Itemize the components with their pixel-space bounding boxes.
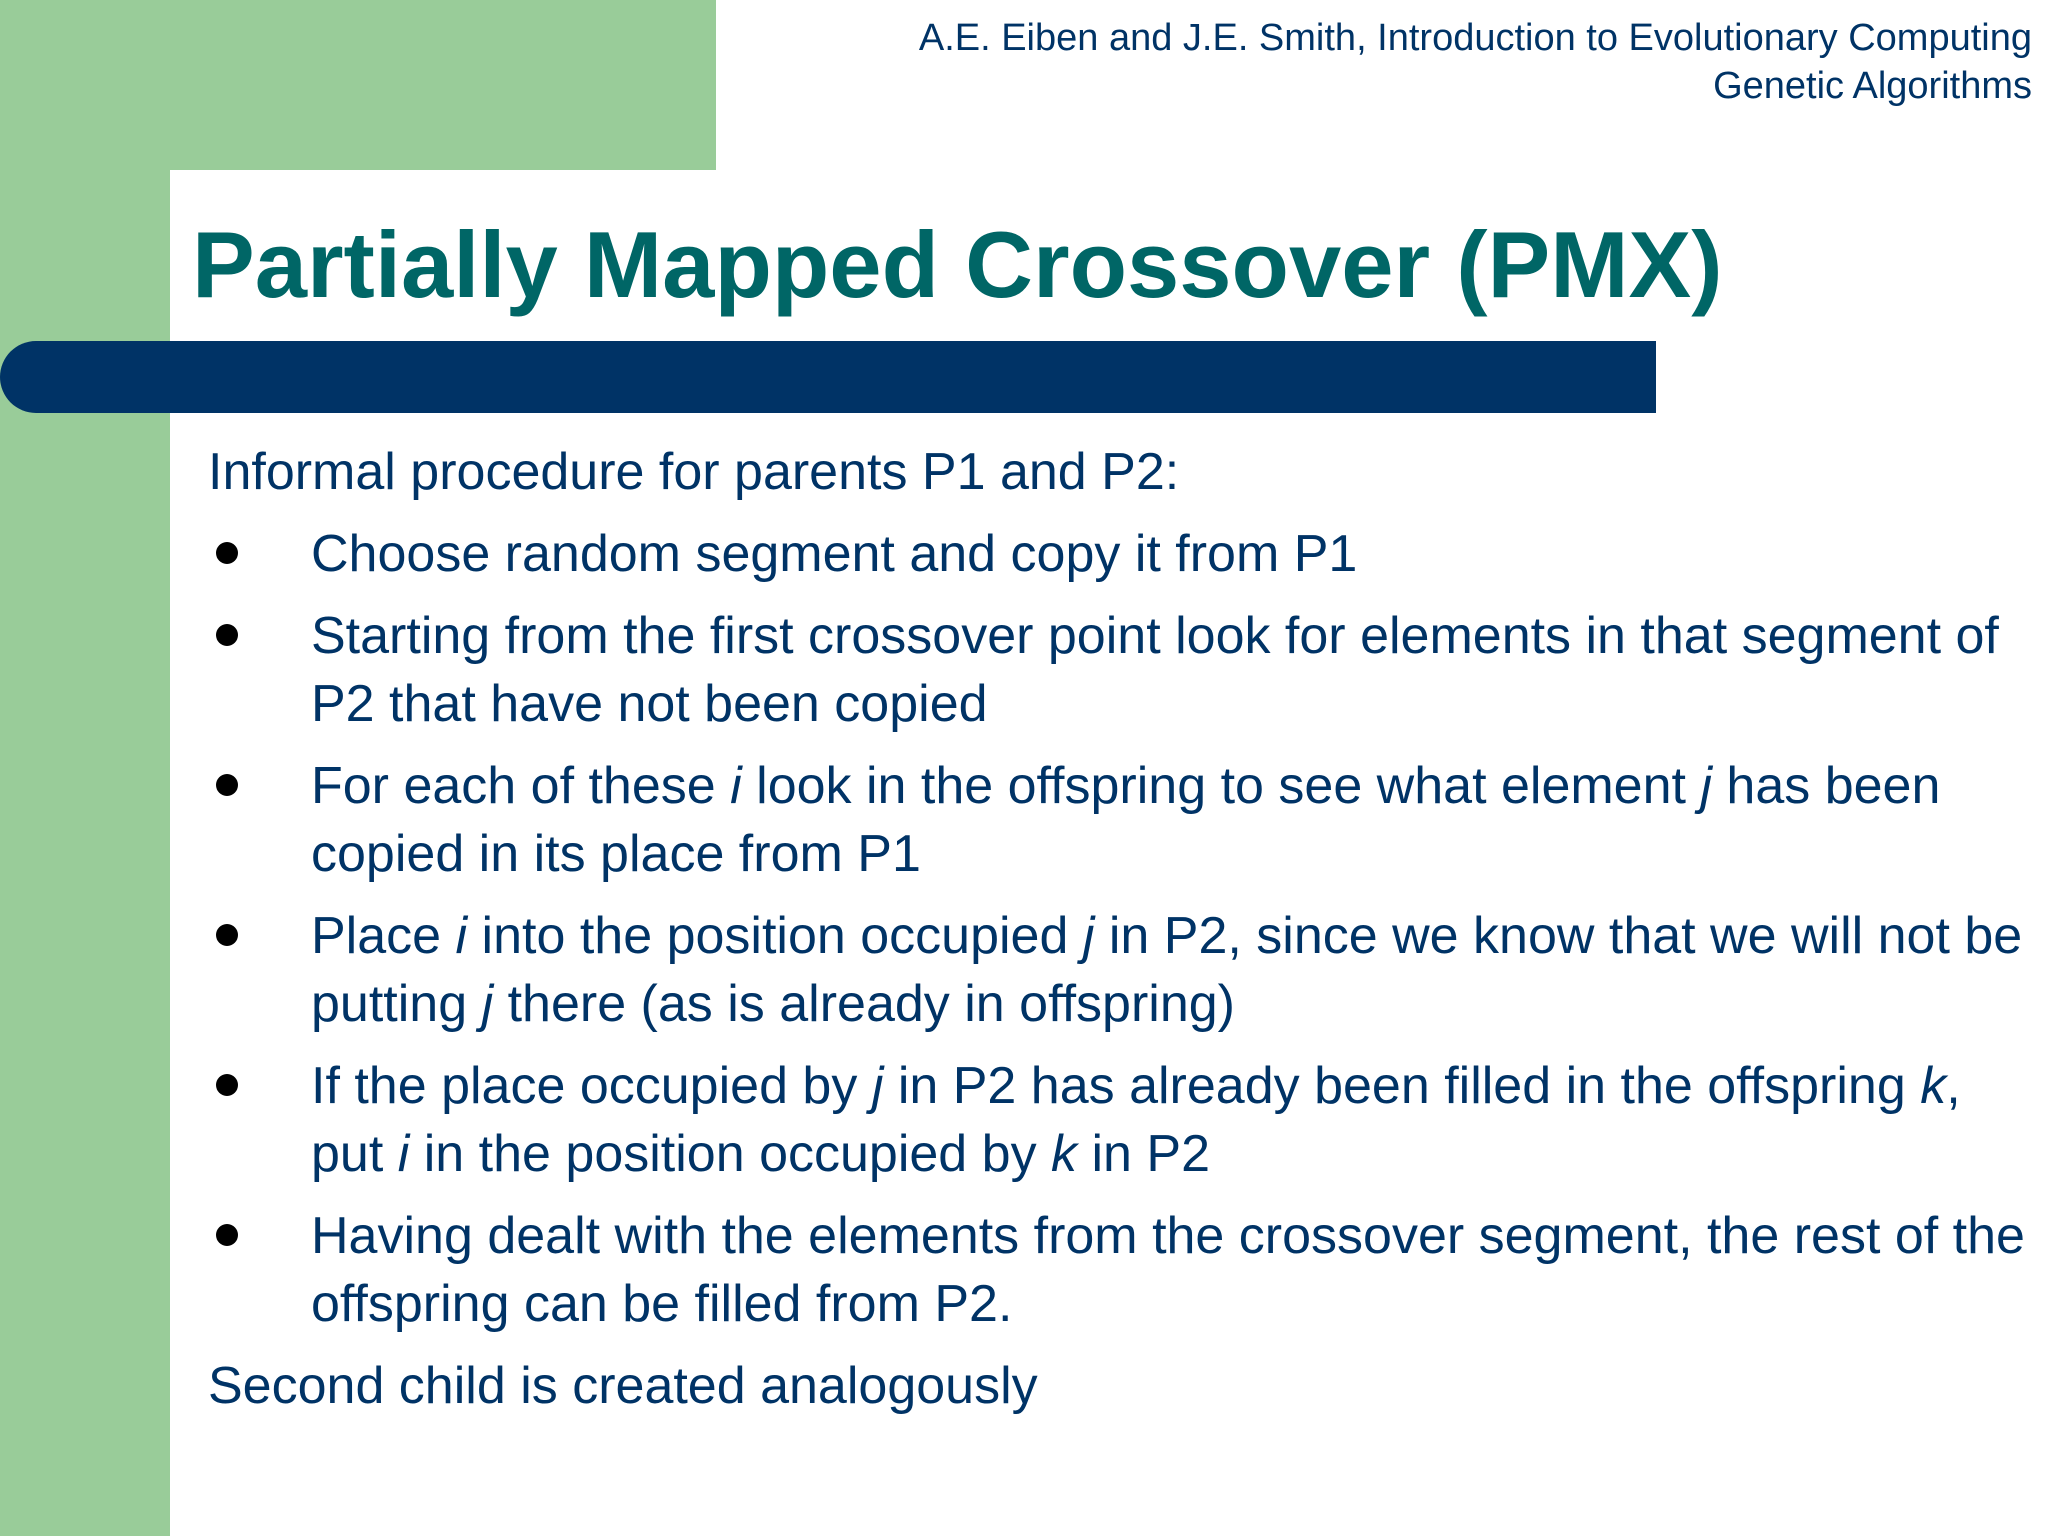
list-item [208, 752, 2028, 888]
list-item [208, 902, 2028, 1038]
text-run: Having dealt with the elements from the crossover segment, the rest of the offspring can be filled from P2. [311, 1207, 2025, 1333]
text-run: If the place occupied by [311, 1057, 872, 1115]
intro-text: Informal procedure for parents P1 and P2: [208, 443, 1180, 501]
bullet-icon [216, 1224, 238, 1246]
list-item-text [311, 1052, 2031, 1188]
variable-k: k [1920, 1057, 1947, 1115]
list-item-text [311, 520, 2031, 588]
variable-i: i [455, 907, 468, 965]
slide-title: Partially Mapped Crossover (PMX) [192, 212, 1723, 317]
closing-text: Second child is created analogously [208, 1357, 1038, 1415]
text-run: has been copied in its place from P1 [311, 757, 1941, 883]
bullet-icon [216, 1074, 238, 1096]
slide-header [919, 14, 2032, 110]
text-run: in P2, since we know that we will not be putting [311, 907, 2023, 1033]
text-run: Choose random segment and copy it from P1 [311, 525, 1358, 583]
text-run: Starting from the first crossover point look for elements in that segment of P2 that have not been copied [311, 607, 1999, 733]
left-green-band [0, 0, 170, 1536]
header-chapter: Genetic Algorithms [1713, 65, 2032, 107]
text-run: into the position occupied [467, 907, 1083, 965]
variable-i: i [397, 1125, 410, 1183]
text-run: For each of these [311, 757, 731, 815]
list-item-text [311, 1202, 2031, 1338]
variable-k: k [1051, 1125, 1078, 1183]
list-item [208, 1202, 2028, 1338]
text-run: in P2 [1077, 1125, 1211, 1183]
top-green-block [0, 0, 716, 170]
bullet-icon [216, 624, 238, 646]
text-run: look in the offspring to see what element [741, 757, 1701, 815]
variable-j: j [1700, 757, 1712, 815]
procedure-list [208, 520, 2028, 1338]
list-item [208, 602, 2028, 738]
text-run: , put [311, 1057, 1961, 1183]
bullet-icon [216, 542, 238, 564]
list-item-text [311, 602, 2031, 738]
variable-j: j [871, 1057, 884, 1115]
list-item [208, 520, 2028, 588]
text-run: there (as is already in offspring) [493, 975, 1235, 1033]
bullet-icon [216, 774, 238, 796]
text-run: in the position occupied by [409, 1125, 1052, 1183]
header-book-reference: A.E. Eiben and J.E. Smith, Introduction to Evolutionary Computing [918, 17, 2032, 59]
list-item-text [311, 902, 2031, 1038]
list-item [208, 1052, 2028, 1188]
text-run: Place [311, 907, 456, 965]
variable-j: j [481, 975, 494, 1033]
text-run: in P2 has already been filled in the offspring [883, 1057, 1921, 1115]
slide-body [208, 438, 2028, 1434]
variable-j: j [1082, 907, 1095, 965]
title-underline-bar [0, 341, 1656, 413]
variable-i: i [730, 757, 742, 815]
bullet-icon [216, 924, 238, 946]
list-item-text [311, 752, 2031, 888]
